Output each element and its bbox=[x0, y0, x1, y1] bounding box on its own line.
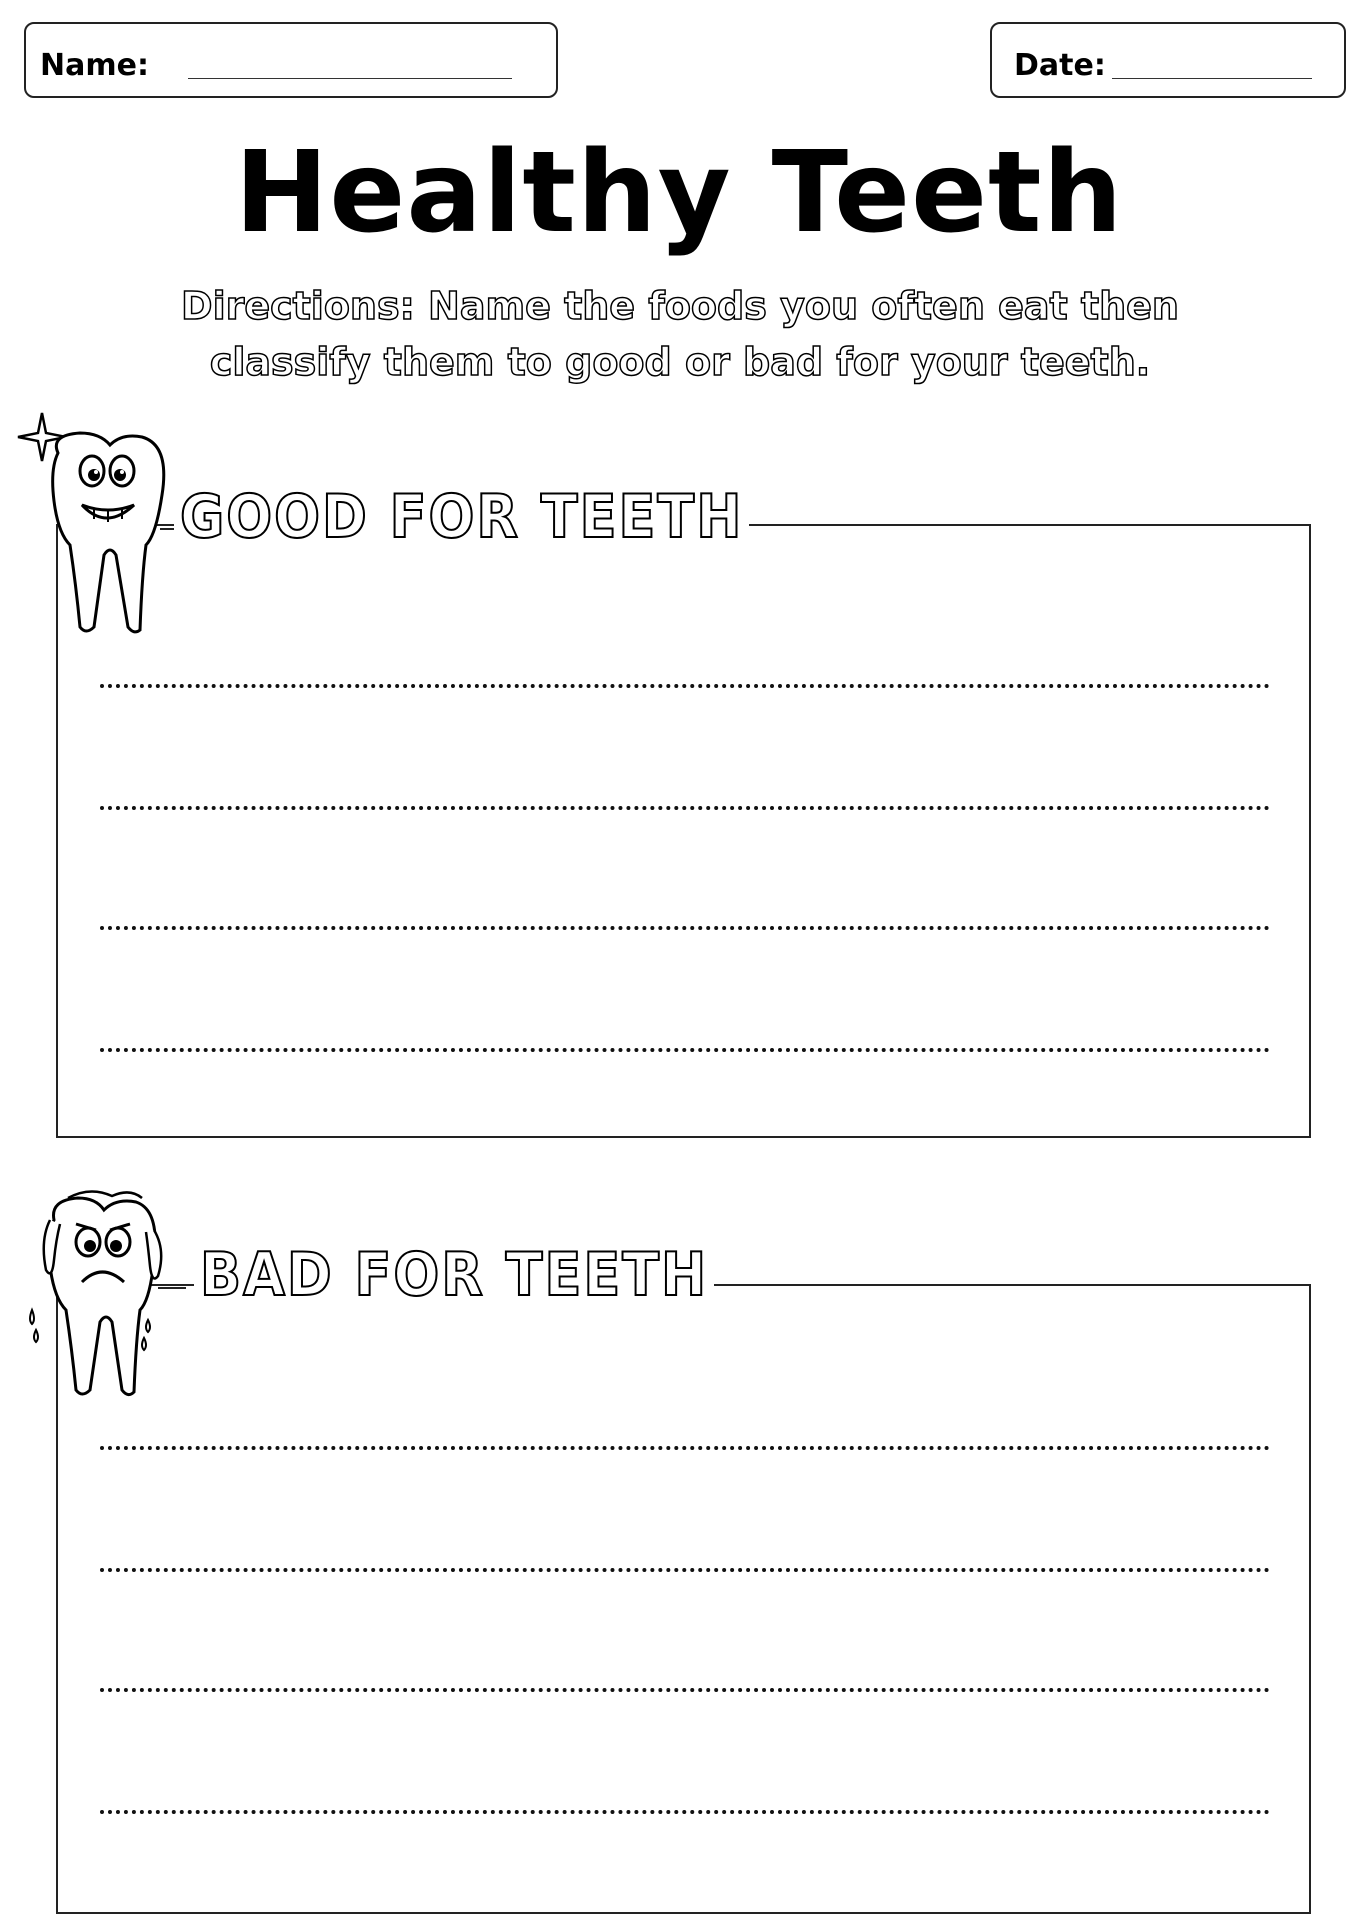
happy-tooth-icon bbox=[10, 405, 170, 635]
good-for-teeth-title: GOOD FOR TEETH bbox=[174, 482, 749, 552]
bad-write-line-2[interactable] bbox=[100, 1568, 1270, 1572]
bad-for-teeth-title: BAD FOR TEETH bbox=[194, 1240, 714, 1310]
good-write-line-3[interactable] bbox=[100, 926, 1270, 930]
page-title: Healthy Teeth bbox=[234, 128, 1124, 258]
good-for-teeth-box bbox=[56, 524, 1311, 1138]
bad-for-teeth-box bbox=[56, 1284, 1311, 1914]
bad-write-line-1[interactable] bbox=[100, 1446, 1270, 1450]
name-label: Name: bbox=[40, 48, 149, 83]
good-write-line-2[interactable] bbox=[100, 806, 1270, 810]
directions-text: Directions: Name the foods you often eat then classify them to good or bad for your teeth. bbox=[181, 284, 1179, 384]
bad-write-line-4[interactable] bbox=[100, 1810, 1270, 1814]
name-input-line[interactable] bbox=[188, 78, 512, 79]
good-write-line-1[interactable] bbox=[100, 684, 1270, 688]
date-label: Date: bbox=[1014, 48, 1106, 83]
sad-tooth-icon bbox=[20, 1180, 170, 1400]
bad-write-line-3[interactable] bbox=[100, 1688, 1270, 1692]
good-write-line-4[interactable] bbox=[100, 1048, 1270, 1052]
date-input-line[interactable] bbox=[1112, 78, 1312, 79]
